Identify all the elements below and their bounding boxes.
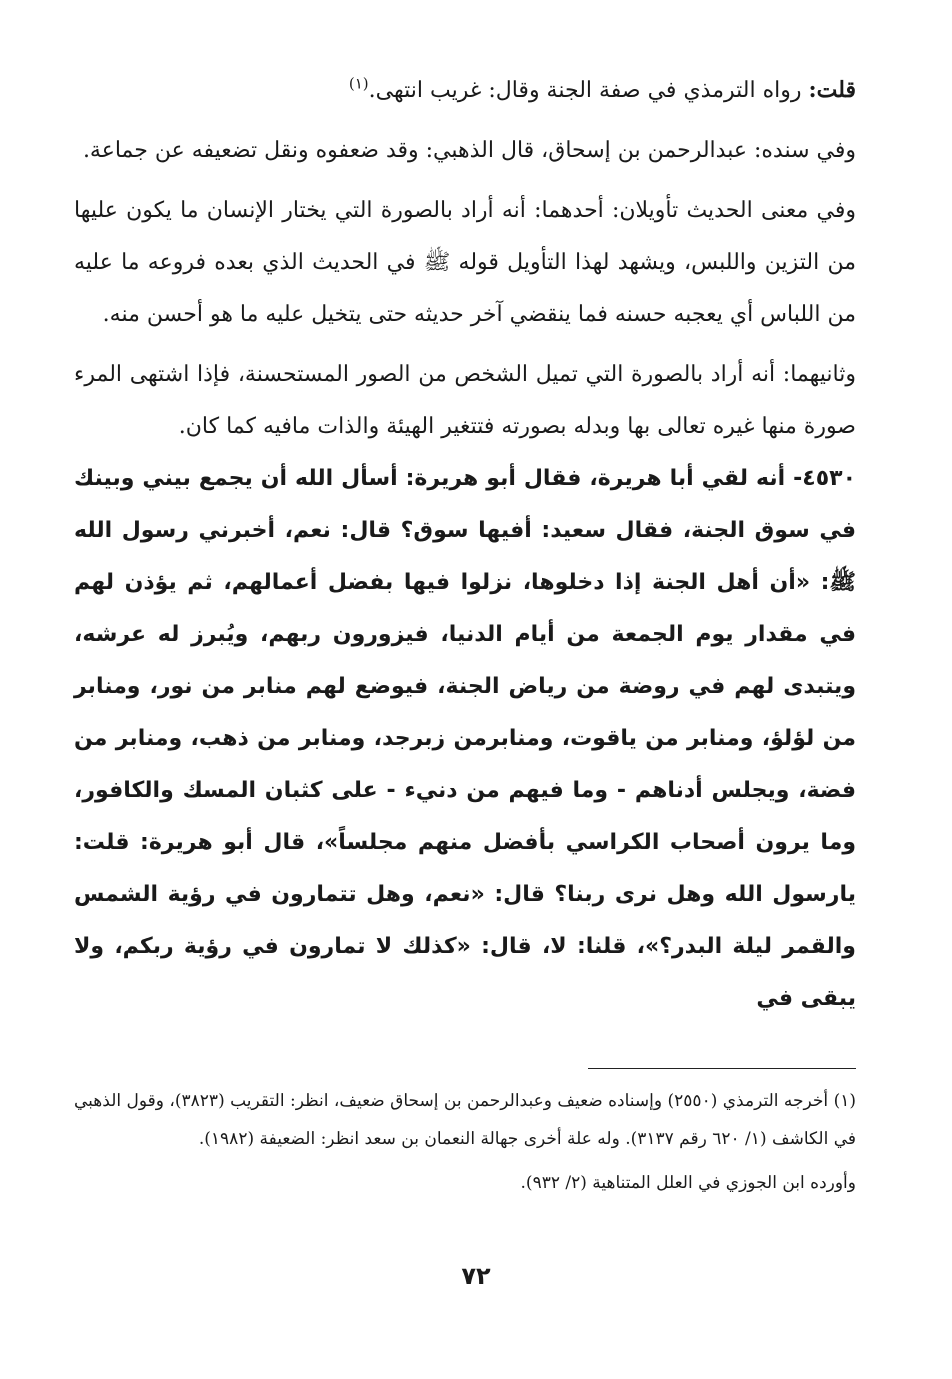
note-paragraph (74, 64, 856, 117)
hadith-paragraph: ٤٥٣٠- أنه لقي أبا هريرة، فقال أبو هريرة: أسأل الله أن يجمع بيني وبينك في سوق الجنة، فقال سعيد: أفيها سوق؟ قال: نعم، أخبرني رسول الله ﷺ: «أن أهل الجنة إذا دخلوها، نزلوا فيها بفضل أعمالهم، ثم يؤذن لهم في مقدار يوم الجمعة من أيام الدنيا، فيزورون ربهم، ويُبرز له عرشه، ويتبدى لهم في روضة من رياض الجنة، فيوضع لهم منابر من نور، ومنابر من لؤلؤ، ومنابر من ياقوت، ومنابرمن زبرجد، ومنابر من ذهب، ومنابر من فضة، ويجلس أدناهم - وما فيهم من دنيء - على كثبان المسك والكافور، وما يرون أصحاب الكراسي بأفضل منهم مجلساً»، قال أبو هريرة: قلت: يارسول الله وهل نرى ربنا؟ قال: «نعم، وهل تتمارون في رؤية الشمس والقمر ليلة البدر؟»، قلنا: لا، قال: «كذلك لا تمارون في رؤية ربكم، ولا يبقى في (74, 466, 856, 1011)
hadith-section (74, 453, 856, 1025)
isnad-paragraph: وفي سنده: عبدالرحمن بن إسحاق، قال الذهبي: وقد ضعفوه ونقل تضعيفه عن جماعة. (82, 138, 856, 163)
footnote-ref[interactable]: (١) (348, 74, 369, 93)
footnote-divider (588, 1068, 856, 1069)
note-text: رواه الترمذي في صفة الجنة وقال: غريب انتهى. (368, 78, 809, 103)
commentary-section (74, 64, 856, 453)
page-content (74, 64, 856, 1025)
page-number: ٧٢ (461, 1262, 491, 1290)
note-lead: قلت: (808, 77, 856, 103)
meaning-first-paragraph: وفي معنى الحديث تأويلان: أحدهما: أنه أراد بالصورة التي يختار الإنسان ما يكون عليها من التزين واللبس، ويشهد لهذا التأويل قوله ﷺ في الحديث الذي بعده فروعه ما عليه من اللباس أي يعجبه حسنه فما ينقضي آخر حديثه حتى يتخيل عليه ما هو أحسن منه. (74, 198, 856, 327)
footnote-1: (١) أخرجه الترمذي (٢٥٥٠) وإسناده ضعيف وعبدالرحمن بن إسحاق ضعيف، انظر: التقريب (٣٨٢٣)، وقول الذهبي في الكاشف (١/ ٦٢٠ رقم ٣١٣٧). وله علة أخرى جهالة النعمان بن سعد انظر: الضعيفة (١٩٨٢). (74, 1091, 856, 1149)
footnote-2: وأورده ابن الجوزي في العلل المتناهية (٢/ ٩٣٢). (520, 1173, 856, 1193)
footnotes (74, 1082, 856, 1202)
meaning-second-paragraph: وثانيهما: أنه أراد بالصورة التي تميل الشخص من الصور المستحسنة، فإذا اشتهى المرء صورة منها غيره تعالى بها وبدله بصورته فتتغير الهيئة والذات مافيه كما كان. (74, 362, 856, 439)
